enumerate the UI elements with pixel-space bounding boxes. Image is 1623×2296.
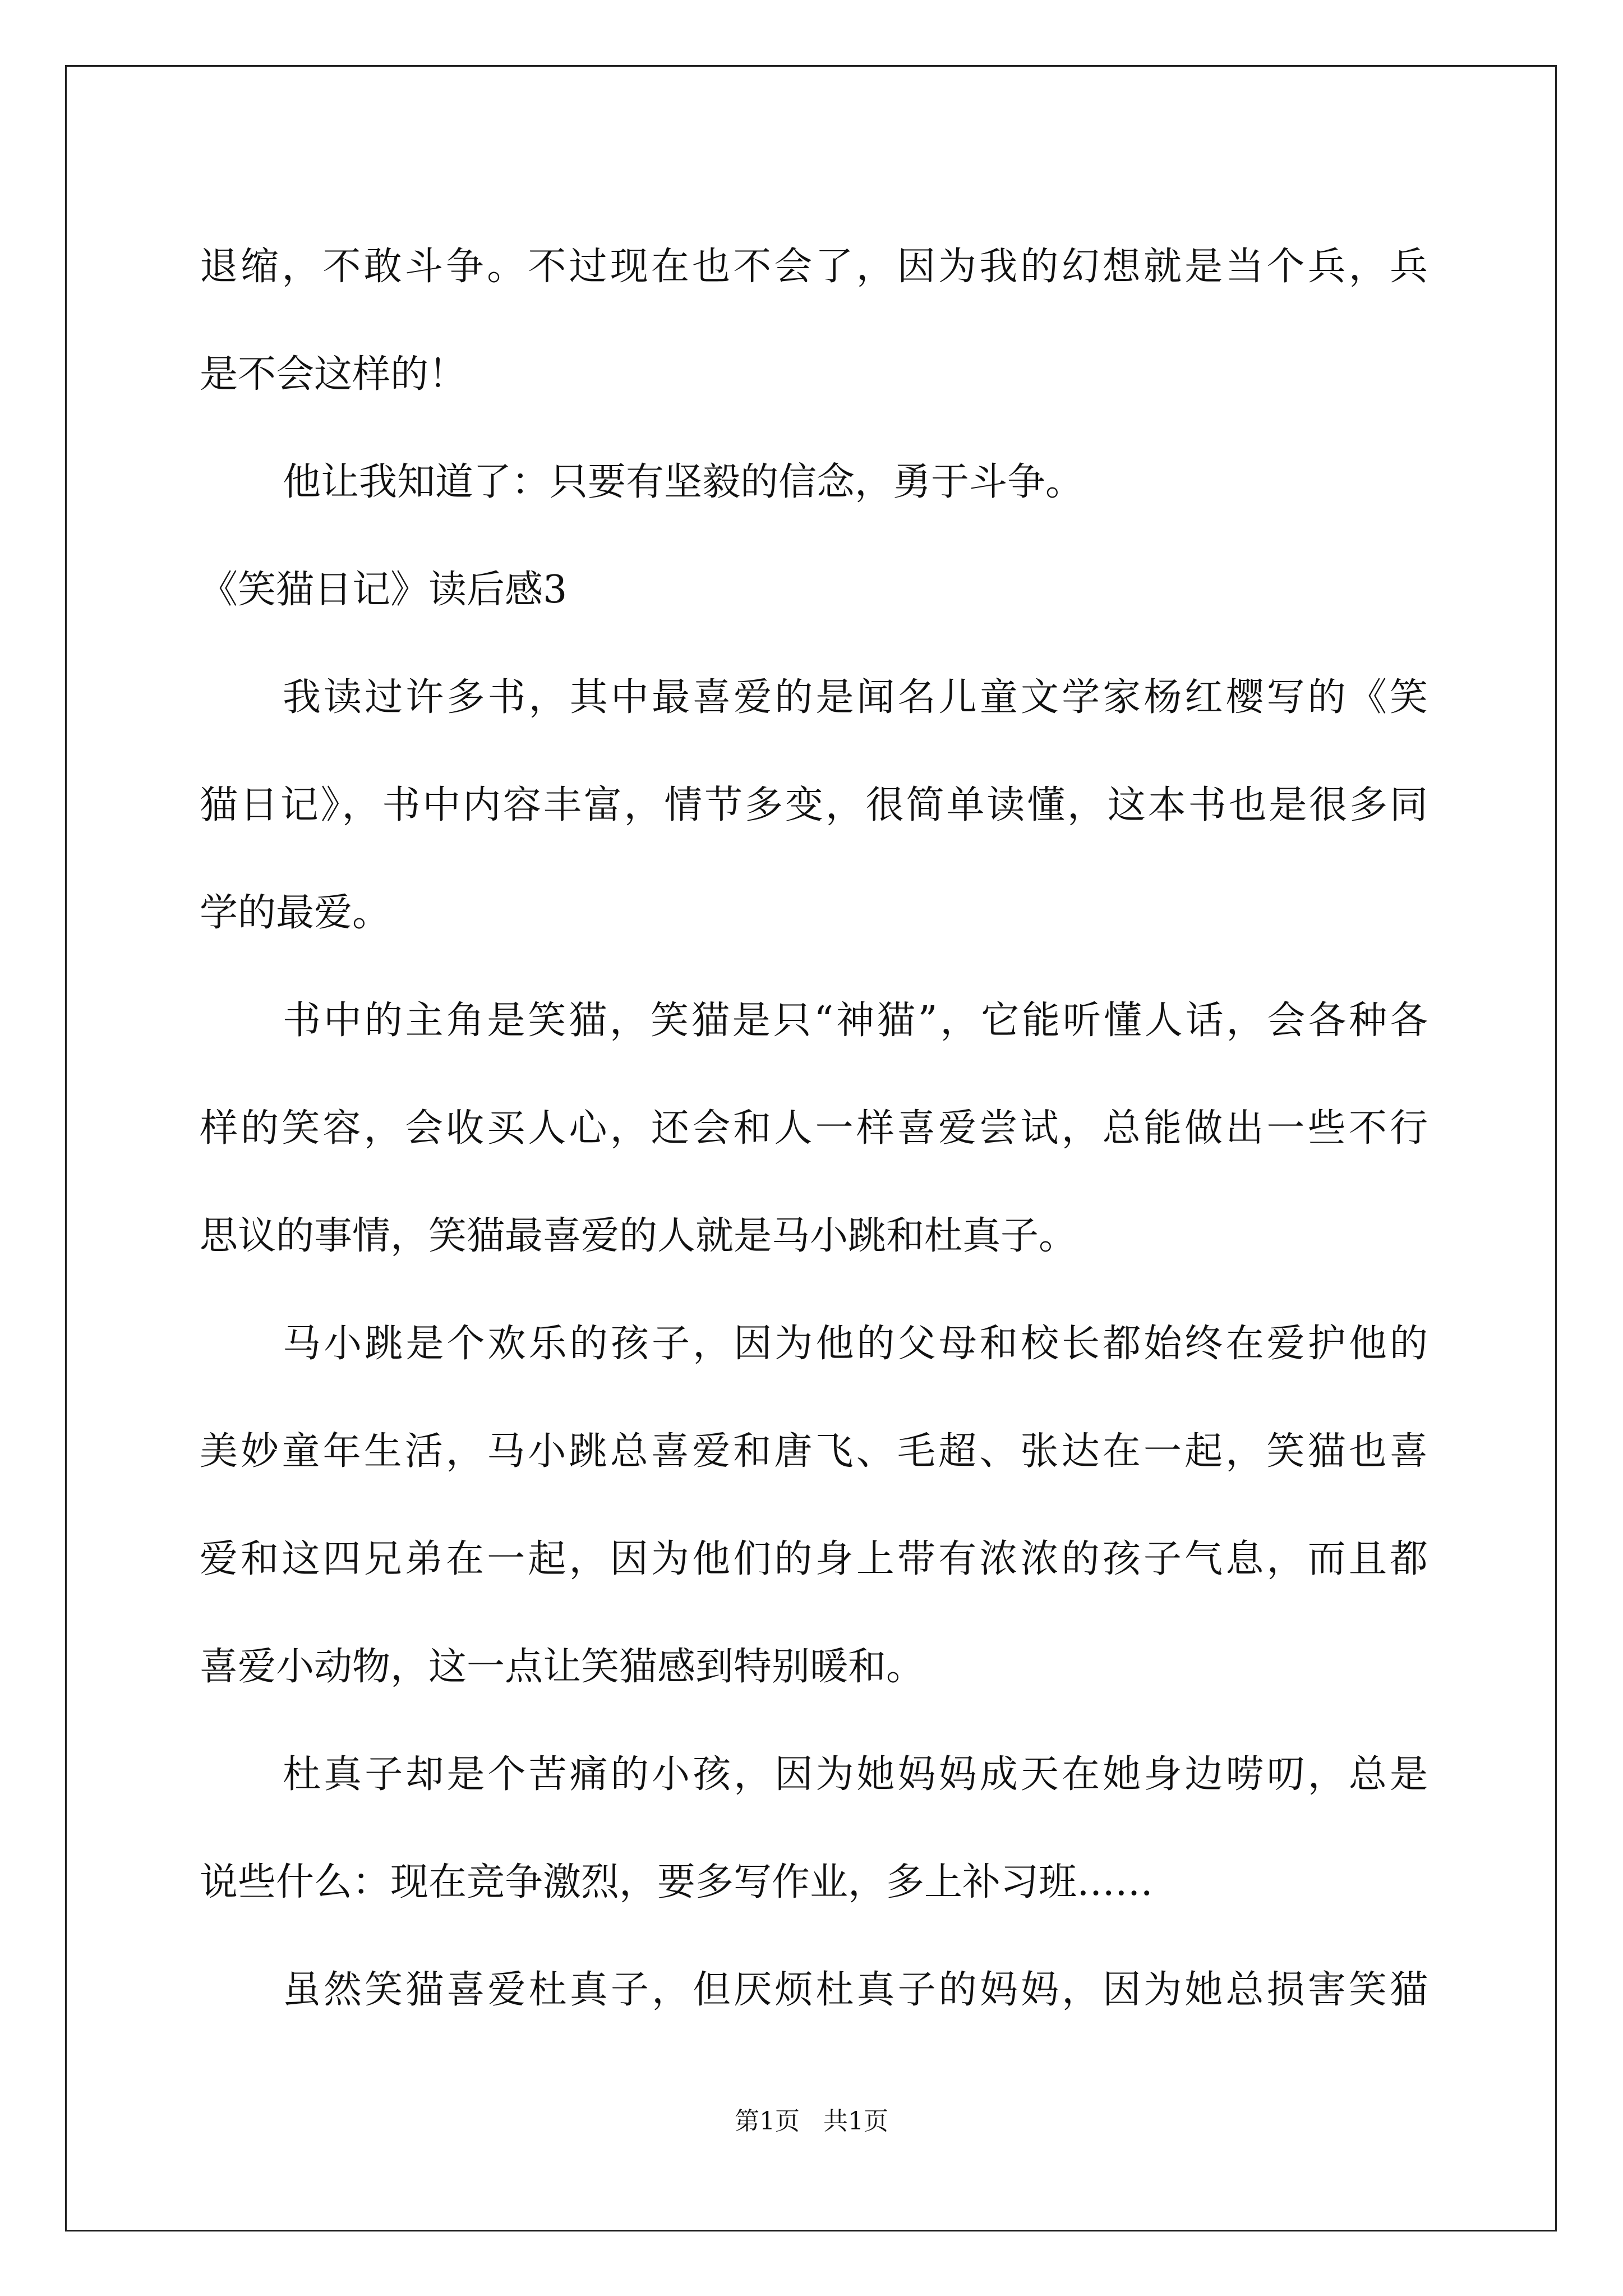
text-line: 学的最爱。 (200, 891, 391, 935)
text-line: 他让我知道了：只要有坚毅的信念，勇于斗争。 (283, 460, 1084, 504)
text-line: 虽然笑猫喜爱杜真子，但厌烦杜真子的妈妈，因为她总损害笑猫 (283, 1968, 1428, 2012)
text-line: 猫日记》，书中内容丰富，情节多变，很简单读懂，这本书也是很多同 (200, 783, 1428, 827)
text-line: 书中的主角是笑猫，笑猫是只“神猫”，它能听懂人话，会各种各 (283, 999, 1428, 1043)
text-line: 爱和这四兄弟在一起，因为他们的身上带有浓浓的孩子气息，而且都 (200, 1537, 1428, 1581)
text-line: 杜真子却是个苦痛的小孩，因为她妈妈成天在她身边唠叨，总是 (283, 1752, 1428, 1797)
document-body (200, 213, 1428, 2044)
text-line: 思议的事情，笑猫最喜爱的人就是马小跳和杜真子。 (200, 1214, 1077, 1258)
text-line: 马小跳是个欢乐的孩子，因为他的父母和校长都始终在爱护他的 (283, 1322, 1428, 1366)
text-line: 我读过许多书，其中最喜爱的是闻名儿童文学家杨红樱写的《笑 (283, 675, 1428, 720)
section-heading: 《笑猫日记》读后感3 (200, 568, 568, 612)
page-footer: 第1页 共1页 (735, 2107, 888, 2136)
text-line: 喜爱小动物，这一点让笑猫感到特别暖和。 (200, 1645, 925, 1689)
text-line: 样的笑容，会收买人心，还会和人一样喜爱尝试，总能做出一些不行 (200, 1106, 1428, 1151)
text-line: 说些什么：现在竞争激烈，要多写作业，多上补习班…… (200, 1860, 1154, 1904)
text-line: 美妙童年生活，马小跳总喜爱和唐飞、毛超、张达在一起，笑猫也喜 (200, 1429, 1428, 1474)
text-line: 是不会这样的！ (200, 352, 467, 397)
text-line: 退缩，不敢斗争。不过现在也不会了，因为我的幻想就是当个兵，兵 (200, 245, 1428, 289)
